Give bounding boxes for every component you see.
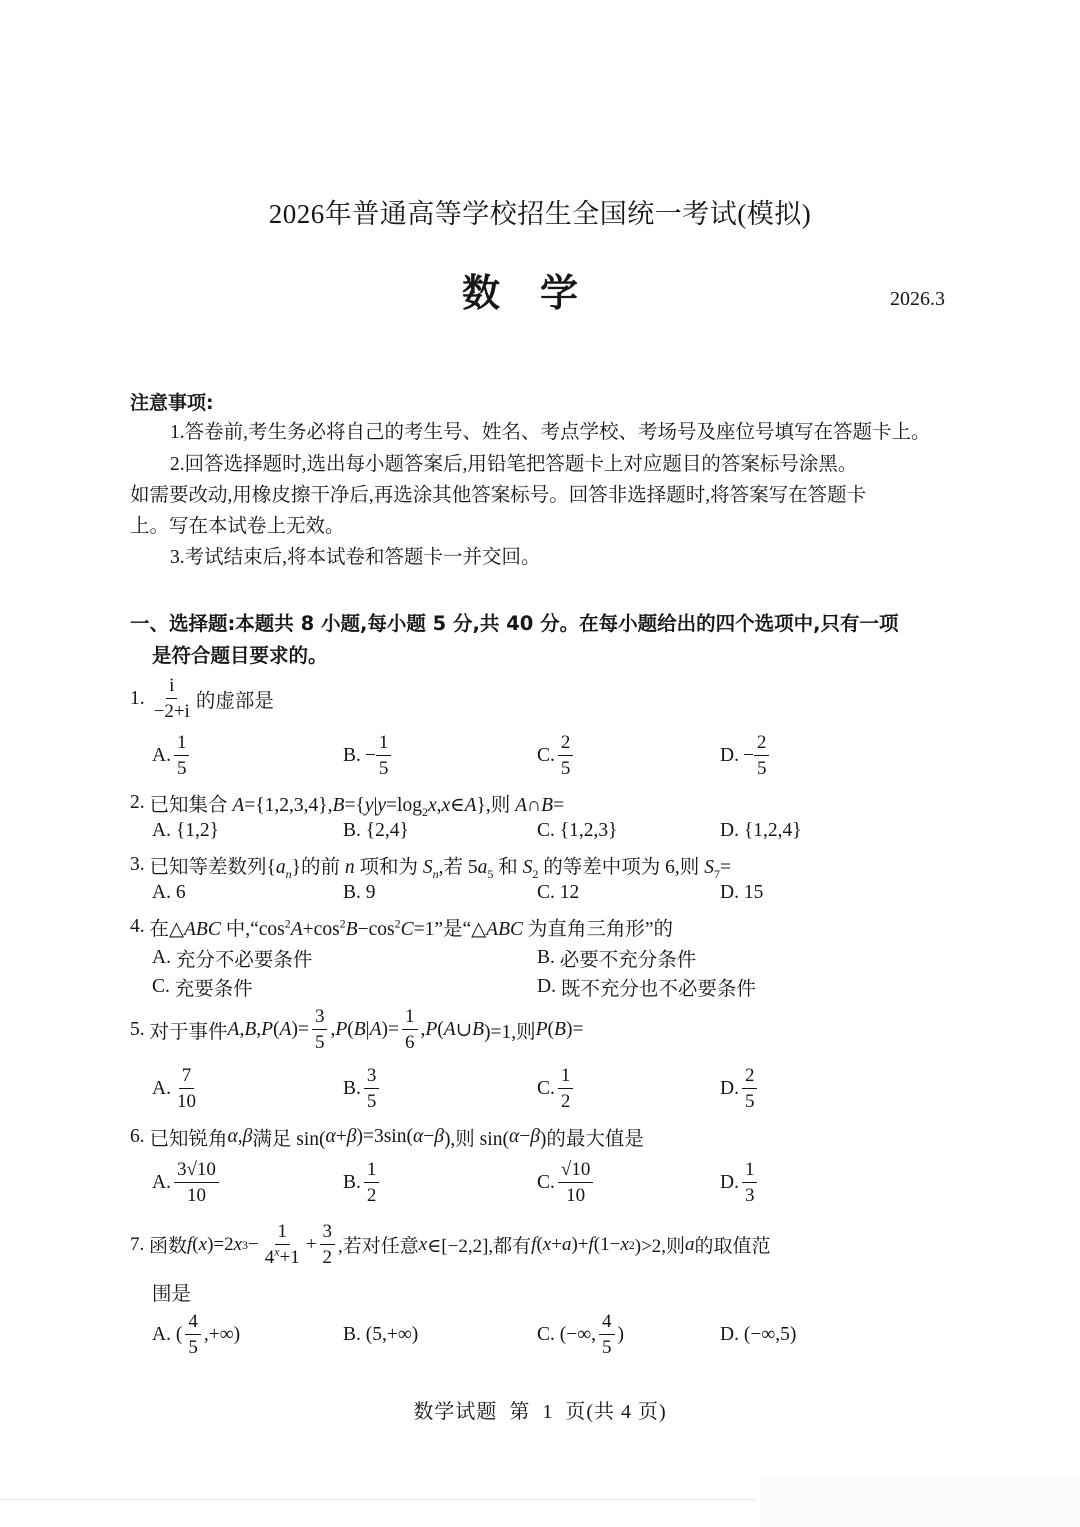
fraction-numerator: 1 xyxy=(742,1160,758,1183)
fraction-denominator: 5 xyxy=(378,758,389,779)
option-text: {2,4} xyxy=(365,820,409,841)
stem-text: 已知锐角 xyxy=(149,1129,228,1150)
math-var: α xyxy=(412,1126,424,1147)
question-7: 7. 函数 f ( x )=2 x 3 − $\frac{1}{4^x+1}$ + $\frac{3}{2}$ ,若对任意 x ∈[−2,2],都有 f ( x + a )+ f (1− x 2 )>2,则 a 的取值范 xyxy=(130,1221,771,1268)
subscript: 2 xyxy=(532,866,539,881)
option-label: A. xyxy=(152,1323,171,1345)
question-number: 1. xyxy=(130,687,145,709)
option-label: D. xyxy=(537,976,556,997)
question-7-cont: 围是 xyxy=(152,1284,192,1305)
fraction xyxy=(185,1312,201,1357)
option-sign: − xyxy=(364,744,376,766)
notice-item-1: 1.答卷前,考生务必将自己的考生号、姓名、考点学校、考场号及座位号填写在答题卡上。 xyxy=(170,422,931,443)
option-1b[interactable] xyxy=(343,733,394,778)
option-text: (−∞,5) xyxy=(743,1324,797,1345)
option-label: A. xyxy=(152,947,171,968)
fraction-numerator: 1 xyxy=(275,1222,291,1245)
fraction-denominator: 10 xyxy=(186,1185,206,1206)
fraction xyxy=(262,1222,303,1267)
option-4d[interactable] xyxy=(537,973,756,1001)
option-6c[interactable] xyxy=(537,1160,596,1205)
math-var: A xyxy=(515,795,528,816)
stem-text: + xyxy=(305,1233,317,1255)
math-var: C xyxy=(400,919,414,940)
stem-text: = xyxy=(719,857,731,878)
question-number: 5. xyxy=(130,1018,145,1040)
fraction-denominator: 2 xyxy=(322,1247,333,1268)
option-text: 既不充分也不必要条件 xyxy=(560,979,756,1000)
fraction-denominator: 5 xyxy=(744,1091,755,1112)
math-var: f xyxy=(588,1233,594,1255)
fraction-denominator: 5 xyxy=(176,758,187,779)
fraction xyxy=(754,733,770,778)
option-5d[interactable] xyxy=(720,1066,760,1111)
math-var: x xyxy=(418,1233,428,1255)
stem-text: 已知集合 xyxy=(149,795,233,816)
fraction-denominator: 3 xyxy=(744,1185,755,1206)
option-label: D. xyxy=(720,1324,739,1345)
option-label: D. xyxy=(720,744,739,766)
stem-text: +cos xyxy=(302,919,340,940)
stem-text: − xyxy=(519,1126,531,1147)
stem-text: −cos xyxy=(357,919,395,940)
fraction-denominator: 5 xyxy=(188,1337,198,1358)
question-stem xyxy=(150,789,565,817)
superscript: 2 xyxy=(339,916,346,931)
fraction-numerator: √10 xyxy=(558,1160,593,1183)
question-stem xyxy=(150,913,674,941)
option-text: (−∞, xyxy=(559,1323,597,1345)
subscript: 2 xyxy=(421,804,428,819)
math-var: A xyxy=(279,1018,292,1040)
stem-text: )= xyxy=(565,1018,584,1040)
option-text: {1,2,3} xyxy=(559,820,618,841)
fraction-numerator: 2 xyxy=(558,733,574,756)
option-5a[interactable] xyxy=(152,1066,202,1111)
superscript: x xyxy=(274,1244,280,1259)
stem-text: 和 xyxy=(493,857,523,878)
math-var: P xyxy=(261,1018,274,1040)
option-sign: − xyxy=(742,744,754,766)
scan-edge-divider xyxy=(0,1499,755,1500)
notice-item-2-end: 上。写在本试卷上无效。 xyxy=(130,516,345,537)
stem-text: = xyxy=(553,795,565,816)
fraction-numerator: 1 xyxy=(364,1160,380,1183)
option-label: A. xyxy=(152,1171,171,1193)
fraction-denominator: 6 xyxy=(405,1032,415,1053)
math-var: B xyxy=(353,1018,366,1040)
math-var: a xyxy=(477,857,488,878)
subscript: n xyxy=(432,866,439,881)
math-var: P xyxy=(535,1018,548,1040)
math-var: β xyxy=(530,1126,540,1147)
option-1d[interactable] xyxy=(720,733,772,778)
fraction-numerator: 1 xyxy=(558,1066,574,1089)
stem-text: 函数 xyxy=(149,1236,188,1257)
fraction-numerator: 1 xyxy=(376,733,392,756)
stem-text: ∩ xyxy=(527,795,542,816)
fraction-numerator: 7 xyxy=(179,1066,195,1089)
fraction-denominator: 5 xyxy=(602,1337,612,1358)
math-var: β xyxy=(434,1126,444,1147)
stem-text: },则 xyxy=(476,795,516,816)
fraction-denominator xyxy=(262,1245,303,1267)
option-4a[interactable] xyxy=(152,944,312,972)
fraction xyxy=(312,1007,328,1052)
option-label: B. xyxy=(343,882,361,903)
question-6 xyxy=(130,1123,644,1151)
math-var: ABC xyxy=(184,919,221,940)
math-var: a xyxy=(685,1233,695,1255)
superscript: 2 xyxy=(284,916,291,931)
math-var: A xyxy=(227,1018,240,1040)
stem-text: , xyxy=(420,1018,426,1040)
stem-text: 在△ xyxy=(149,919,184,940)
math-var: B xyxy=(244,1018,257,1040)
math-var: x xyxy=(441,795,451,816)
stem-text: )= xyxy=(291,1018,309,1040)
stem-text: 已知等差数列{ xyxy=(149,857,276,878)
stem-text: }的前 xyxy=(291,857,345,878)
fraction-numerator: 3 xyxy=(320,1222,336,1245)
question-1 xyxy=(130,676,274,721)
fraction xyxy=(402,1007,418,1052)
stem-text: ={1,2,3,4}, xyxy=(244,795,333,816)
stem-text: ( xyxy=(437,1018,444,1040)
fraction xyxy=(174,1066,199,1111)
option-label: C. xyxy=(537,1171,555,1193)
stem-text: − xyxy=(248,1233,259,1255)
math-var: A xyxy=(290,919,303,940)
stem-text: )=3sin( xyxy=(356,1126,413,1147)
stem-text: )=1,则 xyxy=(483,1021,536,1043)
math-var: S xyxy=(704,857,714,878)
question-3 xyxy=(130,851,731,879)
stem-text: ,若 5 xyxy=(438,857,478,878)
fraction xyxy=(151,676,193,721)
question-stem: 的虚部是 xyxy=(195,690,274,712)
option-label: B. xyxy=(343,820,361,841)
option-7d[interactable] xyxy=(720,1324,796,1346)
math-var: β xyxy=(242,1126,253,1147)
fraction xyxy=(742,1160,758,1205)
stem-text: 的等差中项为 6,则 xyxy=(538,857,705,878)
question-2 xyxy=(130,789,564,817)
math-var: x xyxy=(620,1233,629,1255)
option-label: C. xyxy=(152,976,170,997)
option-label: B. xyxy=(343,1077,361,1099)
math-var: β xyxy=(346,1126,357,1147)
fraction xyxy=(376,733,392,778)
option-2b[interactable] xyxy=(343,820,409,842)
section-heading-line1: 一、选择题:本题共 8 小题,每小题 5 分,共 40 分。在每小题给出的四个选项中,只有一项 xyxy=(130,612,899,635)
stem-text: ( xyxy=(192,1233,199,1255)
stem-text: + xyxy=(335,1126,347,1147)
fraction-numerator: 3 xyxy=(364,1066,380,1089)
fraction xyxy=(174,733,190,778)
option-2d[interactable] xyxy=(720,820,802,842)
math-var: A xyxy=(464,795,477,816)
math-var: P xyxy=(425,1018,438,1040)
math-var: A xyxy=(369,1018,382,1040)
math-var: A xyxy=(232,795,245,816)
math-var: x xyxy=(427,795,437,816)
option-text: 6 xyxy=(175,882,186,903)
option-label: A. xyxy=(152,820,171,841)
option-label: B. xyxy=(343,744,361,766)
fraction xyxy=(364,1066,380,1111)
option-4c[interactable] xyxy=(152,973,253,1001)
fraction-denominator: 10 xyxy=(566,1185,586,1206)
option-text: {1,2} xyxy=(175,820,219,841)
section-heading xyxy=(130,608,899,672)
fraction-numerator: 3 xyxy=(312,1007,328,1030)
math-var: n xyxy=(344,857,355,878)
fraction-denominator: 5 xyxy=(314,1032,325,1053)
fraction xyxy=(599,1312,615,1357)
math-var: B xyxy=(472,1018,484,1040)
fraction-numerator: 1 xyxy=(174,733,190,756)
option-6b[interactable] xyxy=(343,1160,382,1205)
option-text: {1,2,4} xyxy=(743,820,802,841)
option-3c[interactable] xyxy=(537,882,579,904)
notice-item-3: 3.考试结束后,将本试卷和答题卡一并交回。 xyxy=(170,547,541,568)
question-number: 2. xyxy=(130,792,145,813)
stem-text: )>2,则 xyxy=(634,1236,686,1257)
notice-item-2: 2.回答选择题时,选出每小题答案后,用铅笔把答题卡上对应题目的答案标号涂黑。 xyxy=(170,454,858,475)
stem-text: )+ xyxy=(571,1233,589,1255)
fraction xyxy=(558,1160,593,1205)
stem-text: 的取值范 xyxy=(694,1236,771,1257)
option-7c[interactable] xyxy=(537,1312,624,1357)
exam-title: 2026年普通高等学校招生全国统一考试(模拟) xyxy=(268,199,812,229)
option-text: 充分不必要条件 xyxy=(175,950,313,971)
option-label: A. xyxy=(152,1077,171,1099)
stem-text: ∈[−2,2],都有 xyxy=(427,1236,532,1257)
option-4b[interactable] xyxy=(537,944,696,972)
math-var: α xyxy=(325,1126,336,1147)
math-var: x xyxy=(198,1233,208,1255)
math-var: S xyxy=(522,857,533,878)
option-label: C. xyxy=(537,882,555,903)
option-2c[interactable] xyxy=(537,820,618,842)
section-heading-line2: 是符合题目要求的。 xyxy=(152,644,328,667)
option-3b[interactable] xyxy=(343,882,376,904)
stem-text: ( xyxy=(547,1018,555,1040)
option-5c[interactable] xyxy=(537,1066,576,1111)
fraction xyxy=(558,1066,574,1111)
fraction-numerator: 3√10 xyxy=(174,1160,219,1183)
stem-text: )=2 xyxy=(207,1233,234,1255)
option-2a[interactable] xyxy=(152,820,219,842)
math-var: f xyxy=(187,1233,193,1255)
stem-text: (1− xyxy=(593,1233,621,1255)
fraction-denominator: 2 xyxy=(560,1091,571,1112)
subject-title: 数学 xyxy=(461,271,618,315)
option-label: C. xyxy=(537,744,555,766)
math-var: A xyxy=(443,1018,456,1040)
option-text: ,+∞) xyxy=(203,1323,241,1345)
option-3a[interactable] xyxy=(152,882,186,904)
stem-text: ( xyxy=(347,1018,354,1040)
option-label: B. xyxy=(343,1171,361,1193)
fraction-numerator: 1 xyxy=(402,1007,418,1030)
math-var: P xyxy=(335,1018,348,1040)
math-var: B xyxy=(345,919,358,940)
fraction xyxy=(174,1160,219,1205)
scan-smudge xyxy=(760,1475,1080,1527)
option-text: 必要不充分条件 xyxy=(559,950,697,971)
stem-text: ∪ xyxy=(455,1019,473,1041)
option-5b[interactable] xyxy=(343,1066,382,1111)
fraction xyxy=(320,1222,336,1267)
option-label: D. xyxy=(720,1077,739,1099)
stem-text: 对于事件 xyxy=(149,1021,228,1043)
option-text: ) xyxy=(617,1323,625,1345)
superscript: 2 xyxy=(394,916,401,931)
math-var: x xyxy=(542,1233,552,1255)
fraction-denominator: 5 xyxy=(560,758,571,779)
stem-text: , xyxy=(436,795,442,816)
math-var: B xyxy=(541,795,554,816)
stem-text: ( xyxy=(273,1018,280,1040)
stem-text: − xyxy=(423,1126,435,1147)
question-number: 4. xyxy=(130,916,145,937)
option-label: D. xyxy=(720,820,739,841)
option-label: C. xyxy=(537,820,555,841)
option-1c[interactable] xyxy=(537,733,576,778)
math-var: α xyxy=(508,1126,520,1147)
option-3d[interactable] xyxy=(720,882,763,904)
stem-text: , xyxy=(256,1018,262,1040)
stem-text: + xyxy=(551,1233,562,1255)
fraction-numerator: 4 xyxy=(185,1312,201,1335)
option-7b[interactable] xyxy=(343,1324,418,1346)
option-label: D. xyxy=(720,1171,739,1193)
stem-text: 中,“cos xyxy=(220,919,285,940)
option-1a[interactable] xyxy=(152,733,192,778)
den-rest: +1 xyxy=(279,1247,300,1268)
math-var: a xyxy=(561,1233,572,1255)
question-number: 6. xyxy=(130,1126,145,1147)
stem-text: ( xyxy=(536,1233,543,1255)
fraction-numerator: 2 xyxy=(754,733,770,756)
fraction-denominator: 2 xyxy=(366,1185,377,1206)
math-var: a xyxy=(275,857,286,878)
stem-text: =1”是“△ xyxy=(413,919,487,940)
question-5 xyxy=(130,1007,583,1052)
stem-text: , xyxy=(239,1018,245,1040)
option-text: ( xyxy=(175,1323,183,1345)
fraction-denominator: 10 xyxy=(176,1091,196,1112)
subscript: 5 xyxy=(487,866,494,881)
option-label: B. xyxy=(537,947,555,968)
option-label: C. xyxy=(537,1077,555,1099)
subscript: 7 xyxy=(713,866,720,881)
option-text: 15 xyxy=(743,882,764,903)
option-text: 9 xyxy=(365,882,376,903)
question-4 xyxy=(130,913,673,941)
stem-text: )的最大值是 xyxy=(539,1129,644,1150)
fraction-denominator: 5 xyxy=(756,758,767,779)
question-stem xyxy=(150,851,731,879)
stem-text: ),则 sin( xyxy=(443,1129,509,1150)
fraction-denominator: −2+i xyxy=(153,701,190,722)
option-7a[interactable] xyxy=(152,1312,240,1357)
fraction-numerator: i xyxy=(166,676,177,699)
option-label: A. xyxy=(152,744,171,766)
option-label: B. xyxy=(343,1324,361,1345)
option-label: A. xyxy=(152,882,171,903)
fraction xyxy=(742,1066,758,1111)
math-var: S xyxy=(422,857,433,878)
stem-text: =log xyxy=(386,795,422,816)
math-var: y xyxy=(377,795,387,816)
stem-text: | xyxy=(373,795,378,816)
notice-item-2-cont: 如需要改动,用橡皮擦干净后,再选涂其他答案标号。回答非选择题时,将答案写在答题卡 xyxy=(130,485,867,506)
question-number: 7. xyxy=(130,1233,145,1255)
page-footer: 数学试题 第 1 页(共 4 页) xyxy=(413,1401,667,1423)
fraction xyxy=(364,1160,380,1205)
option-label: C. xyxy=(537,1323,555,1345)
stem-text: | xyxy=(365,1018,370,1040)
math-var: B xyxy=(554,1018,566,1040)
stem-text: 满足 sin( xyxy=(252,1129,326,1150)
stem-text: ={ xyxy=(344,795,365,816)
math-var: f xyxy=(531,1233,537,1255)
math-var: y xyxy=(364,795,374,816)
question-number: 3. xyxy=(130,854,145,875)
math-var: ABC xyxy=(486,919,524,940)
stem-text: ,若对任意 xyxy=(338,1236,419,1257)
subscript: n xyxy=(285,866,292,881)
stem-text: )= xyxy=(381,1018,399,1040)
option-text: (5,+∞) xyxy=(365,1324,419,1345)
stem-text: , xyxy=(237,1126,243,1147)
option-text: 12 xyxy=(559,882,580,903)
stem-text: 为直角三角形”的 xyxy=(523,919,674,940)
den-base: 4 xyxy=(264,1247,275,1268)
fraction-numerator: 4 xyxy=(599,1312,615,1335)
fraction-numerator: 2 xyxy=(742,1066,758,1089)
math-var: α xyxy=(227,1126,238,1147)
option-text: 充要条件 xyxy=(174,979,253,1000)
option-6a[interactable] xyxy=(152,1160,222,1205)
stem-text: ∈ xyxy=(450,795,465,816)
fraction-denominator: 5 xyxy=(366,1091,377,1112)
math-var: B xyxy=(332,795,345,816)
option-6d[interactable] xyxy=(720,1160,760,1205)
math-var: x xyxy=(233,1233,243,1255)
notice-heading: 注意事项: xyxy=(130,392,214,414)
fraction xyxy=(558,733,574,778)
stem-text: 项和为 xyxy=(354,857,423,878)
option-label: D. xyxy=(720,882,739,903)
exam-date: 2026.3 xyxy=(890,288,945,310)
stem-text: , xyxy=(330,1018,336,1040)
